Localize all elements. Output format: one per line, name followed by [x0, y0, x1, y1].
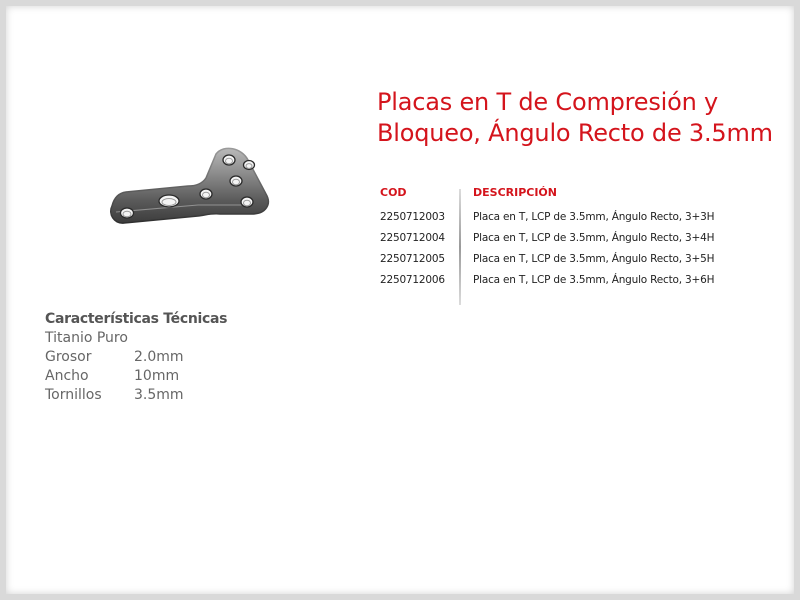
spec-row-grosor — [45, 349, 227, 368]
row-cod: 2250712003 — [380, 211, 445, 223]
row-descripcion: Placa en T, LCP de 3.5mm, Ángulo Recto, 3+4H — [473, 232, 715, 244]
column-header-descripcion: DESCRIPCIÓN — [473, 186, 557, 199]
table-row — [380, 253, 780, 274]
spec-label: Ancho — [45, 368, 89, 384]
t-plate-image — [102, 138, 274, 238]
spec-row-tornillos — [45, 387, 227, 406]
product-table — [380, 211, 780, 295]
spec-label: Tornillos — [45, 387, 102, 403]
specs-heading: Características Técnicas — [45, 311, 228, 327]
table-row — [380, 274, 780, 295]
technical-specs — [45, 311, 227, 406]
spec-row-ancho — [45, 368, 227, 387]
column-header-cod: COD — [380, 186, 407, 199]
spec-value: 10mm — [134, 368, 180, 384]
spec-label: Grosor — [45, 349, 92, 365]
spec-value: 3.5mm — [134, 387, 184, 403]
row-cod: 2250712006 — [380, 274, 445, 286]
table-row — [380, 211, 780, 232]
table-row — [380, 232, 780, 253]
row-descripcion: Placa en T, LCP de 3.5mm, Ángulo Recto, 3+5H — [473, 253, 715, 265]
page-title — [377, 87, 787, 149]
row-descripcion: Placa en T, LCP de 3.5mm, Ángulo Recto, 3+3H — [473, 211, 715, 223]
specs-material: Titanio Puro — [45, 330, 128, 346]
spec-value: 2.0mm — [134, 349, 184, 365]
row-descripcion: Placa en T, LCP de 3.5mm, Ángulo Recto, 3+6H — [473, 274, 715, 286]
page-title-line-2: Bloqueo, Ángulo Recto de 3.5mm — [377, 119, 773, 147]
page-title-line-1: Placas en T de Compresión y — [377, 88, 719, 116]
row-cod: 2250712004 — [380, 232, 445, 244]
row-cod: 2250712005 — [380, 253, 445, 265]
